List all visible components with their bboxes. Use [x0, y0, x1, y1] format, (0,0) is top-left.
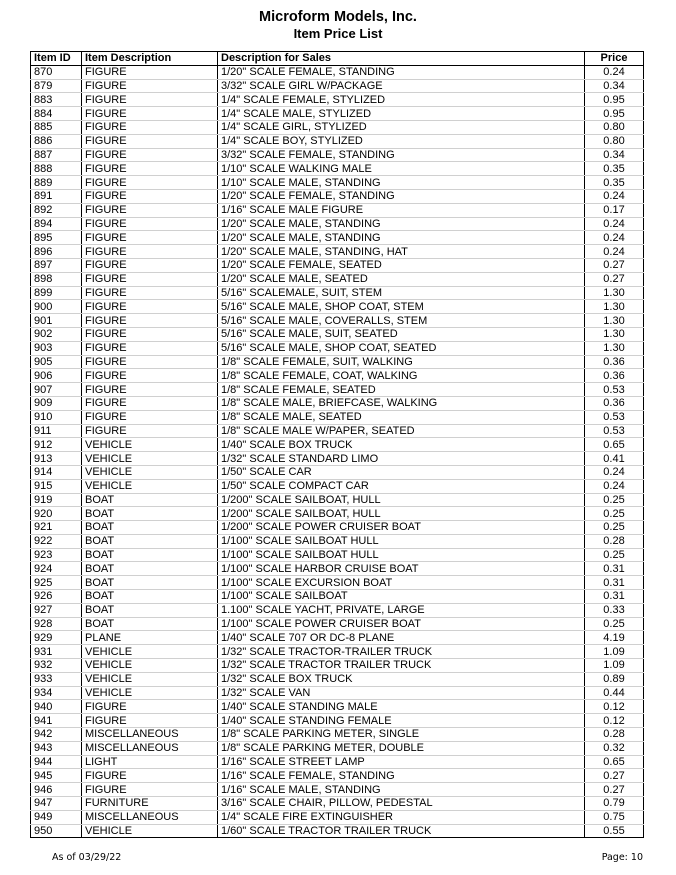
sales-description-cell: 1/8" SCALE MALE, BRIEFCASE, WALKING [218, 396, 585, 410]
price-cell: 0.36 [585, 396, 644, 410]
sales-description-cell: 1/8" SCALE FEMALE, SUIT, WALKING [218, 355, 585, 369]
table-row [31, 631, 644, 645]
item-id-cell: 891 [31, 189, 82, 203]
item-id-cell: 896 [31, 245, 82, 259]
table-row [31, 479, 644, 493]
table-row [31, 576, 644, 590]
item-description-cell: LIGHT [82, 755, 218, 769]
sales-description-cell: 1/50" SCALE CAR [218, 465, 585, 479]
item-id-cell: 919 [31, 493, 82, 507]
item-description-cell: FIGURE [82, 231, 218, 245]
item-description-cell: VEHICLE [82, 645, 218, 659]
price-cell: 0.32 [585, 741, 644, 755]
table-row [31, 272, 644, 286]
item-description-cell: FIGURE [82, 714, 218, 728]
sales-description-cell: 1/4" SCALE FEMALE, STYLIZED [218, 93, 585, 107]
item-description-cell: VEHICLE [82, 479, 218, 493]
item-id-cell: 940 [31, 700, 82, 714]
item-description-cell: BOAT [82, 521, 218, 535]
item-id-cell: 900 [31, 300, 82, 314]
sales-description-cell: 1/40" SCALE STANDING FEMALE [218, 714, 585, 728]
column-header-item-description: Item Description [82, 52, 218, 66]
sales-description-cell: 1/20" SCALE MALE, STANDING, HAT [218, 245, 585, 259]
item-description-cell: FIGURE [82, 272, 218, 286]
sales-description-cell: 1/10" SCALE WALKING MALE [218, 162, 585, 176]
table-row [31, 700, 644, 714]
sales-description-cell: 1/32" SCALE TRACTOR TRAILER TRUCK [218, 659, 585, 673]
sales-description-cell: 1/16" SCALE MALE, STANDING [218, 783, 585, 797]
sales-description-cell: 1/8" SCALE PARKING METER, SINGLE [218, 728, 585, 742]
table-row [31, 355, 644, 369]
price-cell: 0.95 [585, 93, 644, 107]
price-cell: 0.17 [585, 203, 644, 217]
table-row [31, 300, 644, 314]
table-row [31, 217, 644, 231]
sales-description-cell: 5/16" SCALE MALE, SHOP COAT, STEM [218, 300, 585, 314]
table-row [31, 728, 644, 742]
table-row [31, 424, 644, 438]
table-row [31, 824, 644, 838]
price-cell: 4.19 [585, 631, 644, 645]
sales-description-cell: 1/20" SCALE FEMALE, STANDING [218, 189, 585, 203]
item-id-cell: 903 [31, 341, 82, 355]
price-cell: 0.24 [585, 189, 644, 203]
item-id-cell: 912 [31, 438, 82, 452]
sales-description-cell: 1/200" SCALE POWER CRUISER BOAT [218, 521, 585, 535]
sales-description-cell: 3/32" SCALE GIRL W/PACKAGE [218, 79, 585, 93]
table-header-row [31, 52, 644, 66]
sales-description-cell: 1/16" SCALE STREET LAMP [218, 755, 585, 769]
sales-description-cell: 1/20" SCALE MALE, STANDING [218, 217, 585, 231]
table-row [31, 714, 644, 728]
item-id-cell: 895 [31, 231, 82, 245]
item-id-cell: 899 [31, 286, 82, 300]
item-id-cell: 950 [31, 824, 82, 838]
item-description-cell: FIGURE [82, 424, 218, 438]
price-cell: 0.65 [585, 438, 644, 452]
item-id-cell: 879 [31, 79, 82, 93]
item-description-cell: VEHICLE [82, 824, 218, 838]
report-header [0, 9, 676, 41]
table-row [31, 79, 644, 93]
price-cell: 0.80 [585, 120, 644, 134]
sales-description-cell: 1/20" SCALE MALE, STANDING [218, 231, 585, 245]
item-id-cell: 922 [31, 534, 82, 548]
price-cell: 0.25 [585, 548, 644, 562]
table-row [31, 203, 644, 217]
sales-description-cell: 1/60" SCALE TRACTOR TRAILER TRUCK [218, 824, 585, 838]
price-cell: 0.33 [585, 603, 644, 617]
table-row [31, 590, 644, 604]
item-description-cell: FIGURE [82, 134, 218, 148]
price-cell: 0.53 [585, 410, 644, 424]
item-description-cell: FIGURE [82, 189, 218, 203]
item-id-cell: 934 [31, 686, 82, 700]
item-id-cell: 907 [31, 383, 82, 397]
item-description-cell: VEHICLE [82, 659, 218, 673]
table-row [31, 162, 644, 176]
item-id-cell: 927 [31, 603, 82, 617]
item-id-cell: 932 [31, 659, 82, 673]
item-description-cell: FIGURE [82, 410, 218, 424]
table-row [31, 148, 644, 162]
price-cell: 0.34 [585, 79, 644, 93]
price-cell: 0.31 [585, 590, 644, 604]
sales-description-cell: 1.100" SCALE YACHT, PRIVATE, LARGE [218, 603, 585, 617]
sales-description-cell: 5/16" SCALE MALE, COVERALLS, STEM [218, 314, 585, 328]
item-description-cell: VEHICLE [82, 672, 218, 686]
price-cell: 1.30 [585, 286, 644, 300]
sales-description-cell: 1/8" SCALE FEMALE, COAT, WALKING [218, 369, 585, 383]
item-id-cell: 911 [31, 424, 82, 438]
sales-description-cell: 1/200" SCALE SAILBOAT, HULL [218, 493, 585, 507]
item-description-cell: FIGURE [82, 783, 218, 797]
item-description-cell: BOAT [82, 562, 218, 576]
item-description-cell: FIGURE [82, 79, 218, 93]
sales-description-cell: 1/8" SCALE MALE W/PAPER, SEATED [218, 424, 585, 438]
table-row [31, 769, 644, 783]
item-id-cell: 929 [31, 631, 82, 645]
table-row [31, 452, 644, 466]
item-id-cell: 942 [31, 728, 82, 742]
item-description-cell: BOAT [82, 590, 218, 604]
price-cell: 0.31 [585, 562, 644, 576]
price-cell: 0.24 [585, 217, 644, 231]
item-id-cell: 928 [31, 617, 82, 631]
sales-description-cell: 1/200" SCALE SAILBOAT, HULL [218, 507, 585, 521]
sales-description-cell: 5/16" SCALE MALE, SHOP COAT, SEATED [218, 341, 585, 355]
item-id-cell: 914 [31, 465, 82, 479]
sales-description-cell: 1/16" SCALE MALE FIGURE [218, 203, 585, 217]
price-cell: 1.09 [585, 659, 644, 673]
table-row [31, 548, 644, 562]
item-id-cell: 897 [31, 258, 82, 272]
sales-description-cell: 1/16" SCALE FEMALE, STANDING [218, 769, 585, 783]
price-cell: 0.28 [585, 728, 644, 742]
price-cell: 0.25 [585, 617, 644, 631]
price-cell: 0.24 [585, 231, 644, 245]
column-header-item-id: Item ID [31, 52, 82, 66]
item-id-cell: 915 [31, 479, 82, 493]
sales-description-cell: 1/8" SCALE FEMALE, SEATED [218, 383, 585, 397]
table-row [31, 617, 644, 631]
price-cell: 1.30 [585, 300, 644, 314]
item-id-cell: 892 [31, 203, 82, 217]
table-row [31, 383, 644, 397]
table-row [31, 369, 644, 383]
item-id-cell: 883 [31, 93, 82, 107]
item-id-cell: 941 [31, 714, 82, 728]
price-cell: 0.44 [585, 686, 644, 700]
table-body [31, 65, 644, 838]
item-id-cell: 898 [31, 272, 82, 286]
item-description-cell: FIGURE [82, 327, 218, 341]
item-description-cell: FIGURE [82, 258, 218, 272]
item-description-cell: FIGURE [82, 314, 218, 328]
sales-description-cell: 1/4" SCALE BOY, STYLIZED [218, 134, 585, 148]
item-id-cell: 931 [31, 645, 82, 659]
price-cell: 0.25 [585, 493, 644, 507]
price-cell: 0.27 [585, 272, 644, 286]
sales-description-cell: 1/8" SCALE PARKING METER, DOUBLE [218, 741, 585, 755]
price-cell: 0.34 [585, 148, 644, 162]
item-description-cell: VEHICLE [82, 465, 218, 479]
table-row [31, 176, 644, 190]
price-cell: 0.24 [585, 479, 644, 493]
item-description-cell: FIGURE [82, 369, 218, 383]
item-id-cell: 888 [31, 162, 82, 176]
item-id-cell: 924 [31, 562, 82, 576]
price-cell: 0.31 [585, 576, 644, 590]
table-row [31, 314, 644, 328]
item-id-cell: 920 [31, 507, 82, 521]
table-row [31, 507, 644, 521]
item-id-cell: 909 [31, 396, 82, 410]
item-id-cell: 926 [31, 590, 82, 604]
sales-description-cell: 1/4" SCALE FIRE EXTINGUISHER [218, 810, 585, 824]
item-description-cell: FIGURE [82, 769, 218, 783]
page-number: Page: 10 [601, 852, 643, 863]
item-description-cell: FIGURE [82, 341, 218, 355]
table-row [31, 797, 644, 811]
sales-description-cell: 1/10" SCALE MALE, STANDING [218, 176, 585, 190]
price-cell: 0.27 [585, 258, 644, 272]
table-row [31, 686, 644, 700]
item-description-cell: BOAT [82, 617, 218, 631]
price-cell: 0.27 [585, 783, 644, 797]
item-id-cell: 889 [31, 176, 82, 190]
table-row [31, 645, 644, 659]
sales-description-cell: 1/32" SCALE TRACTOR-TRAILER TRUCK [218, 645, 585, 659]
sales-description-cell: 1/100" SCALE SAILBOAT [218, 590, 585, 604]
company-name: Microform Models, Inc. [259, 9, 417, 25]
sales-description-cell: 1/100" SCALE EXCURSION BOAT [218, 576, 585, 590]
price-cell: 0.79 [585, 797, 644, 811]
item-description-cell: FIGURE [82, 162, 218, 176]
price-cell: 0.41 [585, 452, 644, 466]
item-id-cell: 902 [31, 327, 82, 341]
item-description-cell: FURNITURE [82, 797, 218, 811]
sales-description-cell: 1/100" SCALE SAILBOAT HULL [218, 548, 585, 562]
item-id-cell: 870 [31, 65, 82, 79]
item-id-cell: 906 [31, 369, 82, 383]
price-cell: 0.53 [585, 383, 644, 397]
item-description-cell: FIGURE [82, 203, 218, 217]
item-description-cell: BOAT [82, 493, 218, 507]
table-row [31, 438, 644, 452]
price-cell: 0.24 [585, 245, 644, 259]
table-row [31, 410, 644, 424]
sales-description-cell: 3/32" SCALE FEMALE, STANDING [218, 148, 585, 162]
item-description-cell: BOAT [82, 548, 218, 562]
sales-description-cell: 1/4" SCALE MALE, STYLIZED [218, 107, 585, 121]
table-row [31, 93, 644, 107]
item-id-cell: 884 [31, 107, 82, 121]
price-cell: 0.12 [585, 700, 644, 714]
sales-description-cell: 5/16" SCALEMALE, SUIT, STEM [218, 286, 585, 300]
sales-description-cell: 1/100" SCALE SAILBOAT HULL [218, 534, 585, 548]
price-cell: 0.65 [585, 755, 644, 769]
item-id-cell: 894 [31, 217, 82, 231]
sales-description-cell: 1/40" SCALE 707 OR DC-8 PLANE [218, 631, 585, 645]
item-description-cell: MISCELLANEOUS [82, 728, 218, 742]
table-row [31, 755, 644, 769]
item-description-cell: BOAT [82, 576, 218, 590]
item-description-cell: BOAT [82, 603, 218, 617]
price-cell: 0.28 [585, 534, 644, 548]
item-description-cell: VEHICLE [82, 452, 218, 466]
item-description-cell: VEHICLE [82, 438, 218, 452]
item-id-cell: 901 [31, 314, 82, 328]
price-cell: 1.30 [585, 327, 644, 341]
item-description-cell: MISCELLANEOUS [82, 741, 218, 755]
sales-description-cell: 1/20" SCALE FEMALE, STANDING [218, 65, 585, 79]
price-cell: 0.35 [585, 176, 644, 190]
item-id-cell: 933 [31, 672, 82, 686]
item-id-cell: 947 [31, 797, 82, 811]
price-cell: 0.36 [585, 369, 644, 383]
price-cell: 0.27 [585, 769, 644, 783]
item-id-cell: 921 [31, 521, 82, 535]
item-description-cell: FIGURE [82, 383, 218, 397]
price-cell: 0.55 [603, 825, 625, 838]
item-id-cell: 913 [31, 452, 82, 466]
table-row [31, 521, 644, 535]
sales-description-cell: 1/4" SCALE GIRL, STYLIZED [218, 120, 585, 134]
item-description-cell: FIGURE [82, 176, 218, 190]
column-header-description-for-sales: Description for Sales [218, 52, 585, 66]
item-id-cell: 923 [31, 548, 82, 562]
item-description-cell: FIGURE [82, 107, 218, 121]
item-id-cell: 887 [31, 148, 82, 162]
item-id-cell: 949 [31, 810, 82, 824]
item-id-cell: 944 [31, 755, 82, 769]
item-description-cell: FIGURE [82, 355, 218, 369]
sales-description-cell: 1/40" SCALE BOX TRUCK [218, 438, 585, 452]
item-description-cell: FIGURE [82, 700, 218, 714]
item-id-cell: 943 [31, 741, 82, 755]
item-description-cell: FIGURE [82, 300, 218, 314]
table-row [31, 189, 644, 203]
table-row [31, 465, 644, 479]
price-cell: 0.75 [585, 810, 644, 824]
item-description-cell: BOAT [82, 534, 218, 548]
price-cell: 0.24 [585, 465, 644, 479]
price-cell: 1.30 [585, 341, 644, 355]
sales-description-cell: 1/100" SCALE HARBOR CRUISE BOAT [218, 562, 585, 576]
item-description-cell: BOAT [82, 507, 218, 521]
sales-description-cell: 1/32" SCALE BOX TRUCK [218, 672, 585, 686]
table-row [31, 534, 644, 548]
table-row [31, 134, 644, 148]
price-cell: 0.95 [585, 107, 644, 121]
item-id-cell: 925 [31, 576, 82, 590]
table-row [31, 783, 644, 797]
table-row [31, 107, 644, 121]
item-description-cell: FIGURE [82, 217, 218, 231]
item-description-cell: FIGURE [82, 93, 218, 107]
item-id-cell: 910 [31, 410, 82, 424]
item-description-cell: FIGURE [82, 120, 218, 134]
item-id-cell: 885 [31, 120, 82, 134]
sales-description-cell: 5/16" SCALE MALE, SUIT, SEATED [218, 327, 585, 341]
table-row [31, 258, 644, 272]
item-description-cell: FIGURE [82, 286, 218, 300]
item-id-cell: 945 [31, 769, 82, 783]
table-row [31, 286, 644, 300]
sales-description-cell: 3/16" SCALE CHAIR, PILLOW, PEDESTAL [218, 797, 585, 811]
sales-description-cell: 1/100" SCALE POWER CRUISER BOAT [218, 617, 585, 631]
table-row [31, 327, 644, 341]
price-cell: 0.35 [585, 162, 644, 176]
table-row [31, 341, 644, 355]
sales-description-cell: 1/50" SCALE COMPACT CAR [218, 479, 585, 493]
price-cell: 0.80 [585, 134, 644, 148]
sales-description-cell: 1/20" SCALE MALE, SEATED [218, 272, 585, 286]
price-list-table [30, 51, 644, 838]
as-of-date: As of 03/29/22 [52, 852, 122, 863]
table-row [31, 493, 644, 507]
item-description-cell: FIGURE [82, 396, 218, 410]
table-row [31, 672, 644, 686]
item-description-cell: FIGURE [82, 65, 218, 79]
price-cell: 1.09 [585, 645, 644, 659]
price-cell: 0.89 [585, 672, 644, 686]
table-row [31, 741, 644, 755]
price-cell: 0.25 [585, 521, 644, 535]
table-row [31, 120, 644, 134]
table-row [31, 396, 644, 410]
table-row [31, 245, 644, 259]
sales-description-cell: 1/32" SCALE VAN [218, 686, 585, 700]
item-id-cell: 886 [31, 134, 82, 148]
item-description-cell: PLANE [82, 631, 218, 645]
sales-description-cell: 1/32" SCALE STANDARD LIMO [218, 452, 585, 466]
price-cell: 0.36 [585, 355, 644, 369]
item-description-cell: MISCELLANEOUS [82, 810, 218, 824]
sales-description-cell: 1/8" SCALE MALE, SEATED [218, 410, 585, 424]
price-cell: 0.24 [585, 65, 644, 79]
table-row [31, 562, 644, 576]
table-row [31, 65, 644, 79]
table-row [31, 231, 644, 245]
price-cell: 1.30 [585, 314, 644, 328]
item-id-cell: 905 [31, 355, 82, 369]
sales-description-cell: 1/40" SCALE STANDING MALE [218, 700, 585, 714]
price-cell: 0.12 [585, 714, 644, 728]
table-row [31, 659, 644, 673]
item-description-cell: FIGURE [82, 148, 218, 162]
item-description-cell: FIGURE [82, 245, 218, 259]
item-description-cell: VEHICLE [82, 686, 218, 700]
report-title: Item Price List [293, 26, 383, 41]
price-cell: 0.53 [585, 424, 644, 438]
table-row [31, 603, 644, 617]
table-row [31, 810, 644, 824]
item-id-cell: 946 [31, 783, 82, 797]
sales-description-cell: 1/20" SCALE FEMALE, SEATED [218, 258, 585, 272]
price-cell: 0.25 [585, 507, 644, 521]
column-header-price: Price [585, 52, 644, 66]
